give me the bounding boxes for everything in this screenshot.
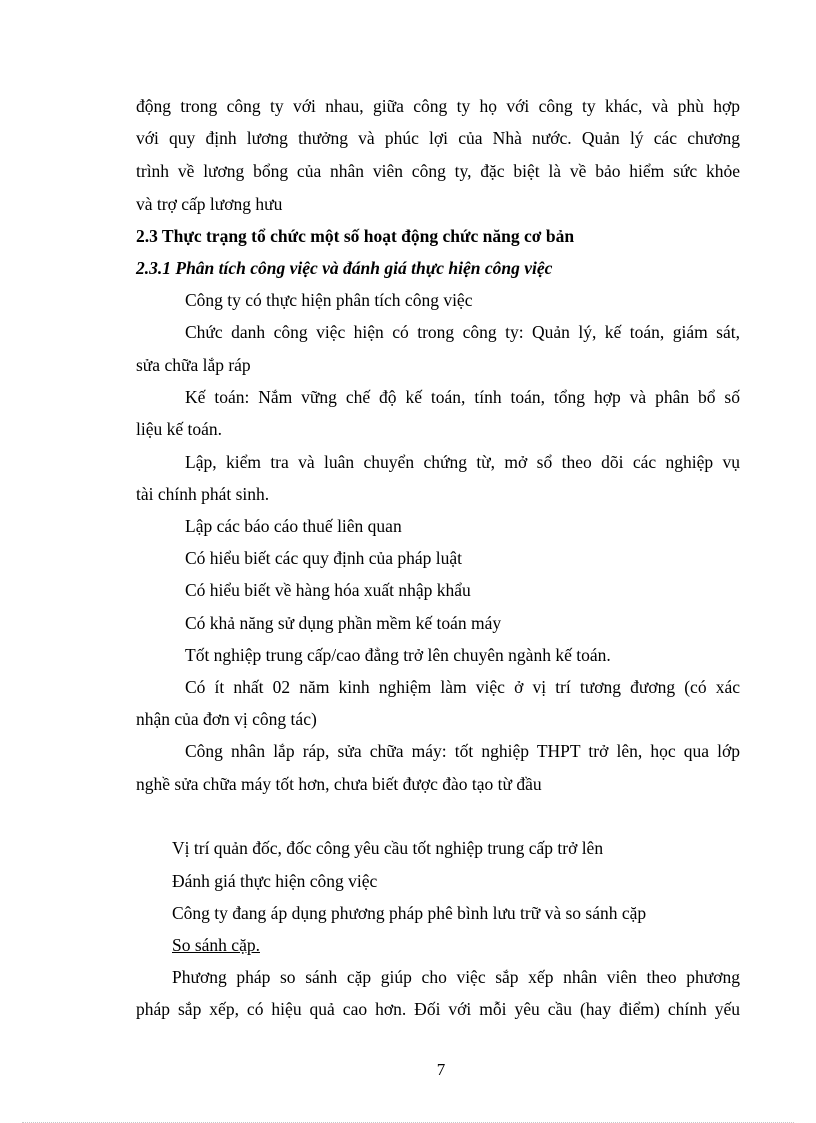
- subsection-heading: 2.3.1 Phân tích công việc và đánh giá thực hiện công việc: [136, 258, 553, 278]
- paragraph-line: Lập các báo cáo thuế liên quan: [185, 516, 402, 536]
- paragraph-line: Có khả năng sử dụng phần mềm kế toán máy: [185, 613, 502, 633]
- paragraph-line: và trợ cấp lương hưu: [136, 194, 283, 214]
- section-heading: 2.3 Thực trạng tổ chức một số hoạt động chức năng cơ bản: [136, 226, 575, 246]
- paragraph-line: Phương pháp so sánh cặp giúp cho việc sắp xếp nhân viên theo phương: [172, 967, 740, 987]
- paragraph-line: Có hiểu biết các quy định của pháp luật: [185, 548, 463, 568]
- paragraph-line: Công ty có thực hiện phân tích công việc: [185, 290, 473, 310]
- page-number: 7: [436, 1060, 446, 1079]
- paragraph-line: tài chính phát sinh.: [136, 484, 270, 504]
- paragraph-line: Chức danh công việc hiện có trong công ty: Quản lý, kế toán, giám sát,: [185, 322, 740, 342]
- paragraph-line: liệu kế toán.: [136, 419, 223, 439]
- paragraph-line: với quy định lương thưởng và phúc lợi của Nhà nước. Quản lý các chương: [136, 128, 740, 148]
- paragraph-line: Lập, kiểm tra và luân chuyển chứng từ, mở sổ theo dõi các nghiệp vụ: [185, 452, 740, 472]
- paragraph-line: Vị trí quản đốc, đốc công yêu cầu tốt nghiệp trung cấp trở lên: [172, 838, 604, 858]
- paragraph-line: Công ty đang áp dụng phương pháp phê bình lưu trữ và so sánh cặp: [172, 903, 647, 923]
- paragraph-line: Đánh giá thực hiện công việc: [172, 871, 378, 891]
- paragraph-line: Có hiểu biết về hàng hóa xuất nhập khẩu: [185, 580, 471, 600]
- paragraph-line: nghề sửa chữa máy tốt hơn, chưa biết được đào tạo từ đầu: [136, 774, 542, 794]
- paragraph-line: sửa chữa lắp ráp: [136, 355, 251, 375]
- paragraph-line: Có ít nhất 02 năm kinh nghiệm làm việc ở vị trí tương đương (có xác: [185, 677, 740, 697]
- paragraph-line: Kế toán: Nắm vững chế độ kế toán, tính toán, tổng hợp và phân bổ số: [185, 387, 740, 407]
- paragraph-line: Tốt nghiệp trung cấp/cao đẳng trở lên chuyên ngành kế toán.: [185, 645, 611, 665]
- paragraph-line: Công nhân lắp ráp, sửa chữa máy: tốt nghiệp THPT trở lên, học qua lớp: [185, 741, 740, 761]
- paragraph-line: trình về lương bổng của nhân viên công ty, đặc biệt là về bảo hiểm sức khỏe: [136, 161, 740, 181]
- paragraph-line: nhận của đơn vị công tác): [136, 709, 317, 729]
- paragraph-line: pháp sắp xếp, có hiệu quả cao hơn. Đối với mỗi yêu cầu (hay điểm) chính yếu: [136, 999, 740, 1019]
- underlined-heading-row: [172, 935, 740, 955]
- underlined-heading: So sánh cặp.: [172, 935, 260, 955]
- paragraph-line: động trong công ty với nhau, giữa công ty họ với công ty khác, và phù hợp: [136, 96, 740, 116]
